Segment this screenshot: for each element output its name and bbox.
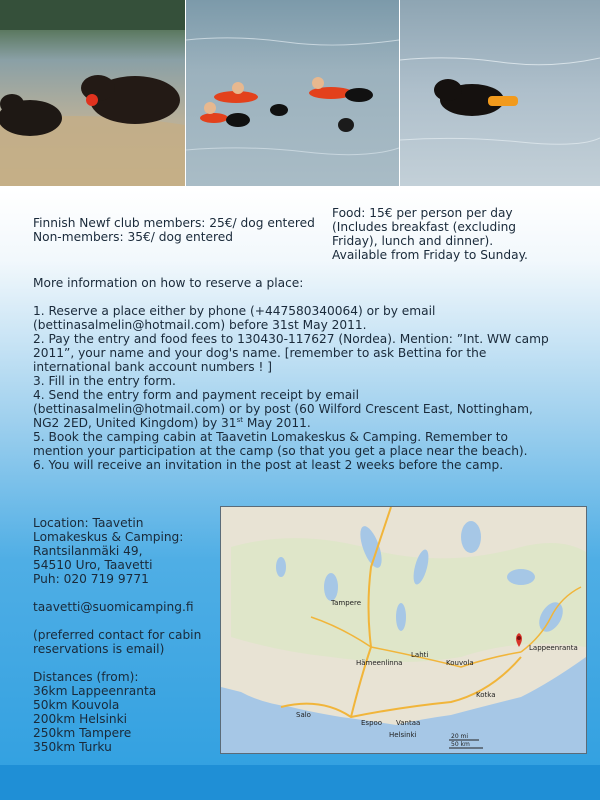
step-line: international bank account numbers ! ] xyxy=(33,360,273,374)
food-line: (Includes breakfast (excluding xyxy=(332,220,517,234)
distance-item: 200km Helsinki xyxy=(33,712,128,726)
map-label-helsinki: Helsinki xyxy=(389,731,417,739)
step-line: 2. Pay the entry and food fees to 130430-117627 (Nordea). Mention: ”Int. WW camp xyxy=(33,332,549,346)
location-map xyxy=(220,506,587,754)
step-line: 6. You will receive an invitation in the post at least 2 weeks before the camp. xyxy=(33,458,504,472)
reservation-heading: More information on how to reserve a place: xyxy=(33,276,304,290)
contact-note: reservations is email) xyxy=(33,642,165,656)
map-scale-km: 50 km xyxy=(451,741,470,748)
map-label-vantaa: Vantaa xyxy=(396,719,421,727)
ordinal-suffix: st xyxy=(236,415,243,424)
step-line: (bettinasalmelin@hotmail.com) or by post (60 Wilford Crescent East, Nottingham, xyxy=(33,402,533,416)
map-label-kotka: Kotka xyxy=(476,691,496,699)
distance-item: 50km Kouvola xyxy=(33,698,120,712)
contact-note: (preferred contact for cabin xyxy=(33,628,202,642)
step-line: 3. Fill in the entry form. xyxy=(33,374,176,388)
footer-bar xyxy=(0,765,600,800)
photo-newfoundland-dogs-shore xyxy=(0,0,185,186)
step-line: mention your participation at the camp (so that you get a place near the beach). xyxy=(33,444,528,458)
entry-fees xyxy=(33,216,315,244)
fee-members: Finnish Newf club members: 25€/ dog entered xyxy=(33,216,315,230)
step-line xyxy=(33,416,549,430)
step-line: 1. Reserve a place either by phone (+447580340064) or by email xyxy=(33,304,436,318)
step-text: May 2011. xyxy=(242,416,311,430)
contact-email: taavetti@suomicamping.fi xyxy=(33,600,194,614)
fee-non-members: Non-members: 35€/ dog entered xyxy=(33,230,234,244)
map-label-hameenlinna: Hämeenlinna xyxy=(356,659,403,667)
photo-newfoundland-swimming xyxy=(400,0,600,186)
step-line: (bettinasalmelin@hotmail.com) before 31st May 2011. xyxy=(33,318,367,332)
map-label-salo: Salo xyxy=(296,711,311,719)
map-scale-miles: 20 mi xyxy=(451,733,469,740)
food-line: Available from Friday to Sunday. xyxy=(332,248,528,262)
food-info xyxy=(332,206,528,262)
step-line: 2011”, your name and your dog's name. [remember to ask Bettina for the xyxy=(33,346,487,360)
distance-item: 350km Turku xyxy=(33,740,112,754)
map-label-lappeenranta: Lappeenranta xyxy=(529,644,578,652)
food-line: Food: 15€ per person per day xyxy=(332,206,513,220)
map-label-espoo: Espoo xyxy=(361,719,383,727)
distance-item: 250km Tampere xyxy=(33,726,132,740)
map-label-tampere: Tampere xyxy=(331,599,362,607)
step-line: 4. Send the entry form and payment receipt by email xyxy=(33,388,359,402)
distances-heading: Distances (from): xyxy=(33,670,139,684)
step-line: 5. Book the camping cabin at Taavetin Lomakeskus & Camping. Remember to xyxy=(33,430,508,444)
reservation-steps xyxy=(33,304,549,472)
address-line: 54510 Uro, Taavetti xyxy=(33,558,153,572)
map-label-lahti: Lahti xyxy=(411,651,429,659)
photo-water-rescue-swimmers xyxy=(186,0,399,186)
phone-number: Puh: 020 719 9771 xyxy=(33,572,149,586)
location-line: Location: Taavetin xyxy=(33,516,144,530)
location-line: Lomakeskus & Camping: xyxy=(33,530,184,544)
address-line: Rantsilanmäki 49, xyxy=(33,544,143,558)
map-label-kouvola: Kouvola xyxy=(446,659,474,667)
step-text: NG2 2ED, United Kingdom) by 31 xyxy=(33,416,237,430)
photo-strip xyxy=(0,0,600,186)
location-info xyxy=(33,516,201,754)
distance-item: 36km Lappeenranta xyxy=(33,684,157,698)
food-line: Friday), lunch and dinner). xyxy=(332,234,494,248)
